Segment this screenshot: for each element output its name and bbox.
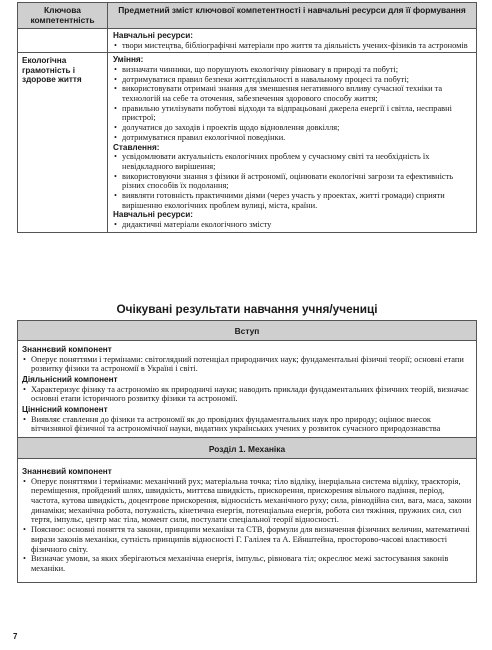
activity-list bbox=[22, 385, 472, 404]
competence-table-header bbox=[18, 3, 477, 29]
list-item: • дотримуватися правил безпеки життєдіяльності в навальному процесі та побуті; bbox=[113, 75, 472, 85]
page-number: 7 bbox=[13, 632, 18, 641]
list-item: • Оперує поняттями і термінами: механічний рух; матеріальна точка; тіло відліку, інерціальна система відліку, траєкторія, переміщення, пройдений шлях, швидкість, миттєва швидкість, прискорення, прискорення вільного падіння, період, частота, кутова швидкість, доцентрове прискорення, відносність механічного руху; сила, рівнодійна сил, вага, маса, закони динаміки; механічна робота, потужність, кінетична енергія, потенціальна енергія, робота сил тяжіння, пружних сил, сил тертя, імпульс, центр мас тіла, момент сили, постулати спеціальної теорії відносності. bbox=[22, 477, 472, 526]
resources-cell bbox=[108, 29, 477, 53]
list-item: • використовуючи знання з фізики й астрономії, оцінювати екологічні загрози та ефективність різних способів їх подолання; bbox=[113, 172, 472, 191]
list-item: • долучатися до заходів і проектів щодо відновлення довкілля; bbox=[113, 123, 472, 133]
skills-label: Уміння: bbox=[113, 55, 144, 65]
mechanics-section bbox=[18, 459, 476, 582]
list-item: • виявляти готовність практичними діями (через участь у проектах, житті громади) сприяти вирішенню екологічних проблем вулиці, міста, країни. bbox=[113, 191, 472, 210]
list-item: • Пояснює: основні поняття та закони, принципи механіки та СТВ, формули для визначення фізичних величин, математичні вирази законів механіки, сутність принципів відносності Г. Галілея та А. Ейнштейна, просторово-часові властивості фізичного світу. bbox=[22, 525, 472, 554]
list-item: • Характеризує фізику та астрономію як природничі науки; наводить приклади фундаментальних фізичних теорій, визначає основні етапи історичного розвитку фізики та астрономії. bbox=[22, 385, 472, 404]
table-row bbox=[18, 53, 477, 232]
competence-name: Екологічна грамотність і здорове життя bbox=[18, 53, 108, 232]
knowledge-list bbox=[22, 355, 472, 374]
value-list bbox=[22, 415, 472, 434]
intro-band-title: Вступ bbox=[18, 321, 476, 341]
section-title: Очікувані результати навчання учня/учениці bbox=[116, 302, 378, 316]
intro-section bbox=[18, 341, 476, 437]
header-subject-content: Предметний зміст ключової компетентності і навчальні ресурси для її формування bbox=[108, 3, 477, 29]
list-item: • Оперує поняттями і термінами: світоглядний потенціал природничих наук; фундаментальні фізичні теорії; основні етапи розвитку фізики та астрономії в Україні і світі. bbox=[22, 355, 472, 374]
resources-list bbox=[113, 220, 472, 230]
list-item: • дотримуватися правил екологічної поведінки. bbox=[113, 133, 472, 143]
attitudes-label: Ставлення: bbox=[113, 142, 160, 152]
header-key-competence: Ключова компетентність bbox=[18, 3, 108, 29]
activity-component-label: Діяльнісний компонент bbox=[22, 375, 118, 384]
table-row bbox=[18, 29, 477, 53]
list-item: • визначати чинники, що порушують екологічну рівновагу в природі та побуті; bbox=[113, 65, 472, 75]
knowledge-component-label: Знаннєвий компонент bbox=[22, 345, 112, 354]
list-item: • використовувати отримані знання для зменшення негативного впливу сучасної техніки та технологій на себе та оточення, забезпечення здорового способу життя; bbox=[113, 84, 472, 103]
section1-band-title: Розділ 1. Механіка bbox=[18, 437, 476, 459]
list-item: • твори мистецтва, бібліографічні матеріали про життя та діяльність учених-фізиків та астрономів bbox=[113, 41, 472, 51]
list-item: • дидактичні матеріали екологічного змісту bbox=[113, 220, 472, 230]
competence-content-cell bbox=[108, 53, 477, 232]
skills-list bbox=[113, 65, 472, 143]
list-item: • правильно утилізувати побутові відходи та відпрацьовані джерела енергії і світла, несправні пристрої; bbox=[113, 104, 472, 123]
mechanics-knowledge-list bbox=[22, 477, 472, 574]
learning-outcomes-table bbox=[17, 320, 477, 583]
knowledge-component-label: Знаннєвий компонент bbox=[22, 467, 112, 476]
resources-list bbox=[113, 41, 472, 51]
empty-competence-cell bbox=[18, 29, 108, 53]
attitudes-list bbox=[113, 152, 472, 210]
value-component-label: Ціннісний компонент bbox=[22, 405, 108, 414]
resources-label: Навчальні ресурси: bbox=[113, 210, 193, 220]
list-item: • усвідомлювати актуальність екологічних проблем у сучасному світі та необхідність їх невідкладного вирішення; bbox=[113, 152, 472, 171]
competence-table bbox=[17, 2, 477, 233]
resources-label: Навчальні ресурси: bbox=[113, 31, 193, 40]
list-item: • Визначає умови, за яких зберігаються механічна енергія, імпульс, рівновага тіл; окреслює межі застосування законів механіки. bbox=[22, 554, 472, 573]
list-item: • Виявляє ставлення до фізики та астрономії як до провідних фундаментальних наук про природу; оцінює внесок вітчизняної фізичної та астрономічної науки, видатних українських учених у розвиток сучасного природознавства bbox=[22, 415, 472, 434]
